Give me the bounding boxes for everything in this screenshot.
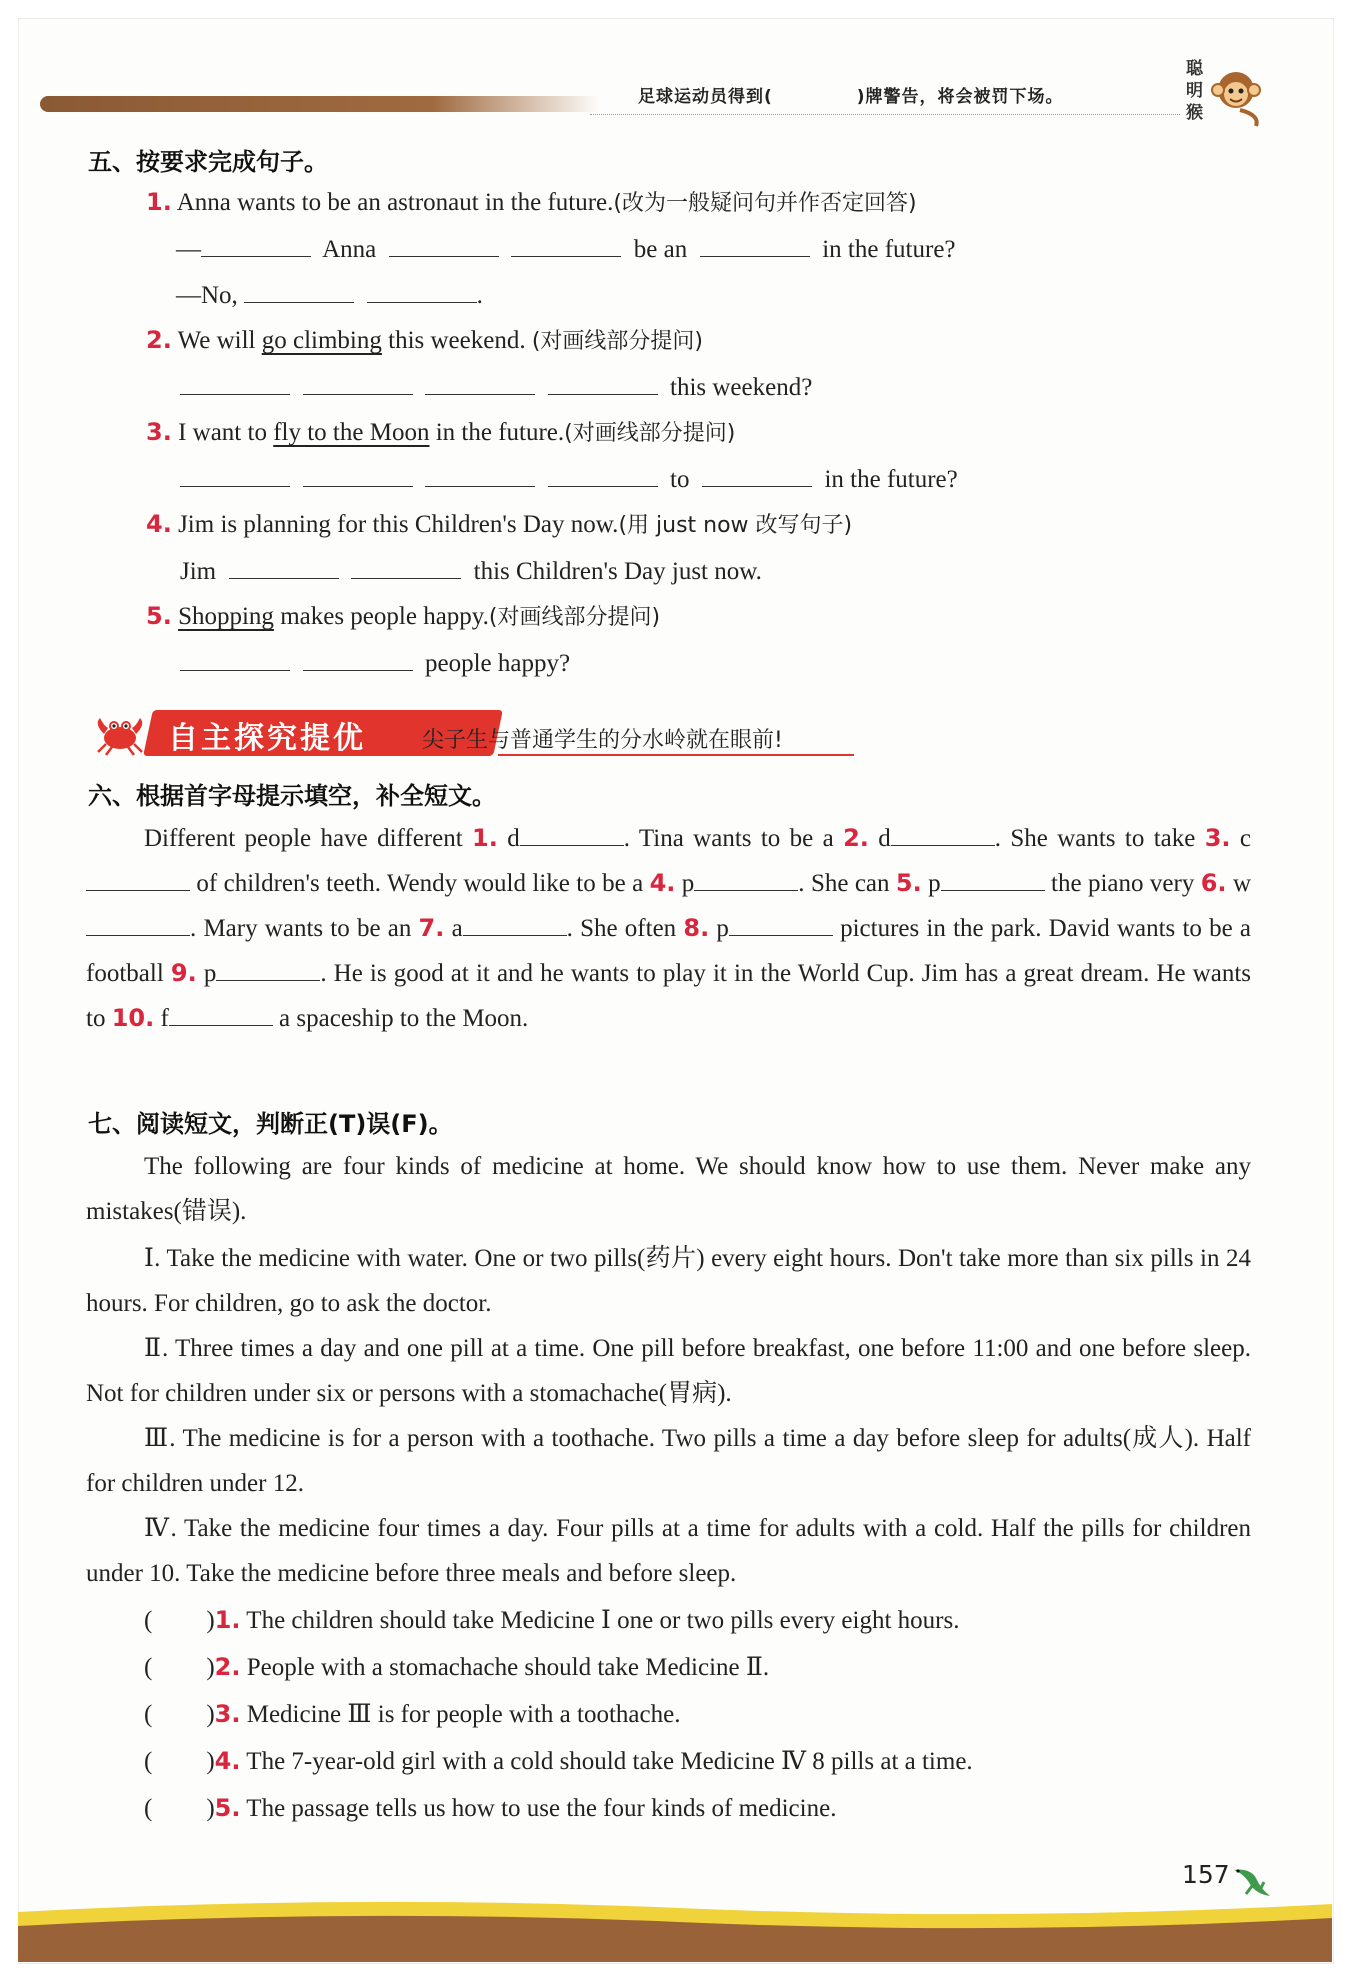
section-6-title: 六、根据首字母提示填空，补全短文。: [88, 782, 496, 810]
answer-blank[interactable]: [425, 370, 535, 395]
answer-blank[interactable]: [425, 462, 535, 487]
blank-number: 8.: [683, 914, 710, 942]
blank-number: 6.: [1200, 869, 1227, 897]
answer-blank[interactable]: [229, 554, 339, 579]
tf-question-2: ( )2. People with a stomachache should take Medicine Ⅱ.: [144, 1653, 770, 1681]
bottom-decoration: [18, 1890, 1332, 1962]
question-number: 3.: [214, 1700, 241, 1728]
medicine-4-paragraph: Ⅳ. Take the medicine four times a day. Four pills at a time for adults with a cold. Half the pills for children under 10. Take the medicine before three meals and before sleep.: [86, 1515, 1251, 1587]
cloze-blank[interactable]: [463, 909, 567, 936]
question-4: 4. Jim is planning for this Children's Day now.(用 just now 改写句子): [146, 510, 853, 538]
answer-blank[interactable]: [389, 232, 499, 257]
question-number: 5.: [214, 1794, 241, 1822]
answer-blank[interactable]: [511, 232, 621, 257]
cloze-blank[interactable]: [86, 909, 190, 936]
answer-blank[interactable]: [201, 232, 311, 257]
banner-subtitle: 尖子生与普通学生的分水岭就在眼前!: [422, 728, 783, 753]
question-number: 2.: [146, 326, 172, 354]
blank-number: 2.: [843, 824, 869, 852]
banner-underline: [498, 754, 854, 756]
tf-question-5: ( )5. The passage tells us how to use the four kinds of medicine.: [144, 1794, 837, 1822]
monkey-icon: [1210, 60, 1266, 130]
header-tip: 足球运动员得到( )牌警告，将会被罚下场。: [638, 87, 1064, 107]
question-2-answer-line: this weekend?: [180, 370, 812, 404]
tf-question-1: ( )1. The children should take Medicine Ⅰ one or two pills every eight hours.: [144, 1606, 960, 1634]
blank-number: 9.: [170, 959, 197, 987]
answer-blank[interactable]: [303, 462, 413, 487]
blank-number: 1.: [472, 824, 498, 852]
answer-blank[interactable]: [303, 646, 413, 671]
question-1-answer-line: — Anna be an in the future?: [176, 232, 956, 266]
answer-blank[interactable]: [702, 462, 812, 487]
question-1-reply-line: —No, .: [176, 278, 483, 312]
question-2: 2. We will go climbing this weekend. (对画线部分提问): [146, 326, 704, 354]
answer-blank[interactable]: [700, 232, 810, 257]
answer-blank[interactable]: [351, 554, 461, 579]
question-number: 1.: [146, 188, 172, 216]
blank-number: 3.: [1204, 824, 1231, 852]
question-4-answer-line: Jim this Children's Day just now.: [180, 554, 762, 588]
tf-question-3: ( )3. Medicine Ⅲ is for people with a toothache.: [144, 1700, 681, 1728]
cloze-blank[interactable]: [520, 819, 624, 846]
page-number: 157: [1182, 1860, 1230, 1889]
answer-blank[interactable]: [303, 370, 413, 395]
blank-number: 4.: [649, 869, 676, 897]
medicine-3-paragraph: Ⅲ. The medicine is for a person with a toothache. Two pills a time a day before sleep for adults(成人). Half for children under 12.: [86, 1425, 1251, 1497]
question-3: 3. I want to fly to the Moon in the future.(对画线部分提问): [146, 418, 736, 446]
question-number: 4.: [214, 1747, 241, 1775]
question-3-answer-line: to in the future?: [180, 462, 958, 496]
question-number: 4.: [146, 510, 172, 538]
answer-blank[interactable]: [367, 278, 477, 303]
question-number: 1.: [214, 1606, 241, 1634]
cloze-blank[interactable]: [694, 864, 798, 891]
medicine-2-paragraph: Ⅱ. Three times a day and one pill at a time. One pill before breakfast, one before 11:00 and one before sleep. Not for children under six or persons with a stomachache(胃病).: [86, 1335, 1251, 1407]
cloze-blank[interactable]: [941, 864, 1045, 891]
cloze-blank[interactable]: [729, 909, 833, 936]
cloze-blank[interactable]: [891, 819, 995, 846]
challenge-banner: [92, 710, 862, 758]
tf-question-4: ( )4. The 7-year-old girl with a cold should take Medicine Ⅳ 8 pills at a time.: [144, 1747, 973, 1775]
answer-blank[interactable]: [244, 278, 354, 303]
header-bar: [40, 96, 600, 112]
answer-blank[interactable]: [548, 462, 658, 487]
brand-label: 聪明猴: [1186, 59, 1203, 123]
cloze-blank[interactable]: [169, 999, 273, 1026]
answer-blank[interactable]: [548, 370, 658, 395]
blank-number: 5.: [895, 869, 922, 897]
banner-title: 自主探究提优: [168, 721, 366, 756]
medicine-1-paragraph: Ⅰ. Take the medicine with water. One or two pills(药片) every eight hours. Don't take more than six pills in 24 hours. For children, go to ask the doctor.: [86, 1245, 1251, 1317]
answer-blank[interactable]: [180, 462, 290, 487]
crab-icon: [92, 712, 148, 756]
reading-intro: The following are four kinds of medicine at home. We should know how to use them. Never make any mistakes(错误).: [86, 1153, 1251, 1225]
section-7-title: 七、阅读短文，判断正(T)误(F)。: [88, 1110, 453, 1138]
answer-blank[interactable]: [180, 370, 290, 395]
question-number: 2.: [214, 1653, 241, 1681]
answer-blank[interactable]: [180, 646, 290, 671]
cloze-passage: Different people have different 1. d . Tina wants to be a 2. d . She wants to take 3. c of children's teeth. Wendy would like to be a 4. p . She can 5. p the piano very 6. w. Mary wants to be an 7. a . She often 8. p pictures in the park. David wants to be a football 9. p . He is good at it and he wants to play it in the World Cup. Jim has a great dream. He wants to 10. f a spaceship to the Moon.: [86, 816, 1251, 1041]
blank-number: 10.: [111, 1004, 155, 1032]
question-1: 1. Anna wants to be an astronaut in the future.(改为一般疑问句并作否定回答): [146, 188, 917, 216]
question-number: 5.: [146, 602, 172, 630]
question-5-answer-line: people happy?: [180, 646, 570, 680]
blank-number: 7.: [418, 914, 445, 942]
question-number: 3.: [146, 418, 172, 446]
cloze-blank[interactable]: [86, 864, 190, 891]
question-5: 5. Shopping makes people happy.(对画线部分提问): [146, 602, 661, 630]
cloze-blank[interactable]: [216, 954, 320, 981]
header-dotted-line: [590, 114, 1180, 115]
section-5-title: 五、按要求完成句子。: [88, 148, 328, 176]
